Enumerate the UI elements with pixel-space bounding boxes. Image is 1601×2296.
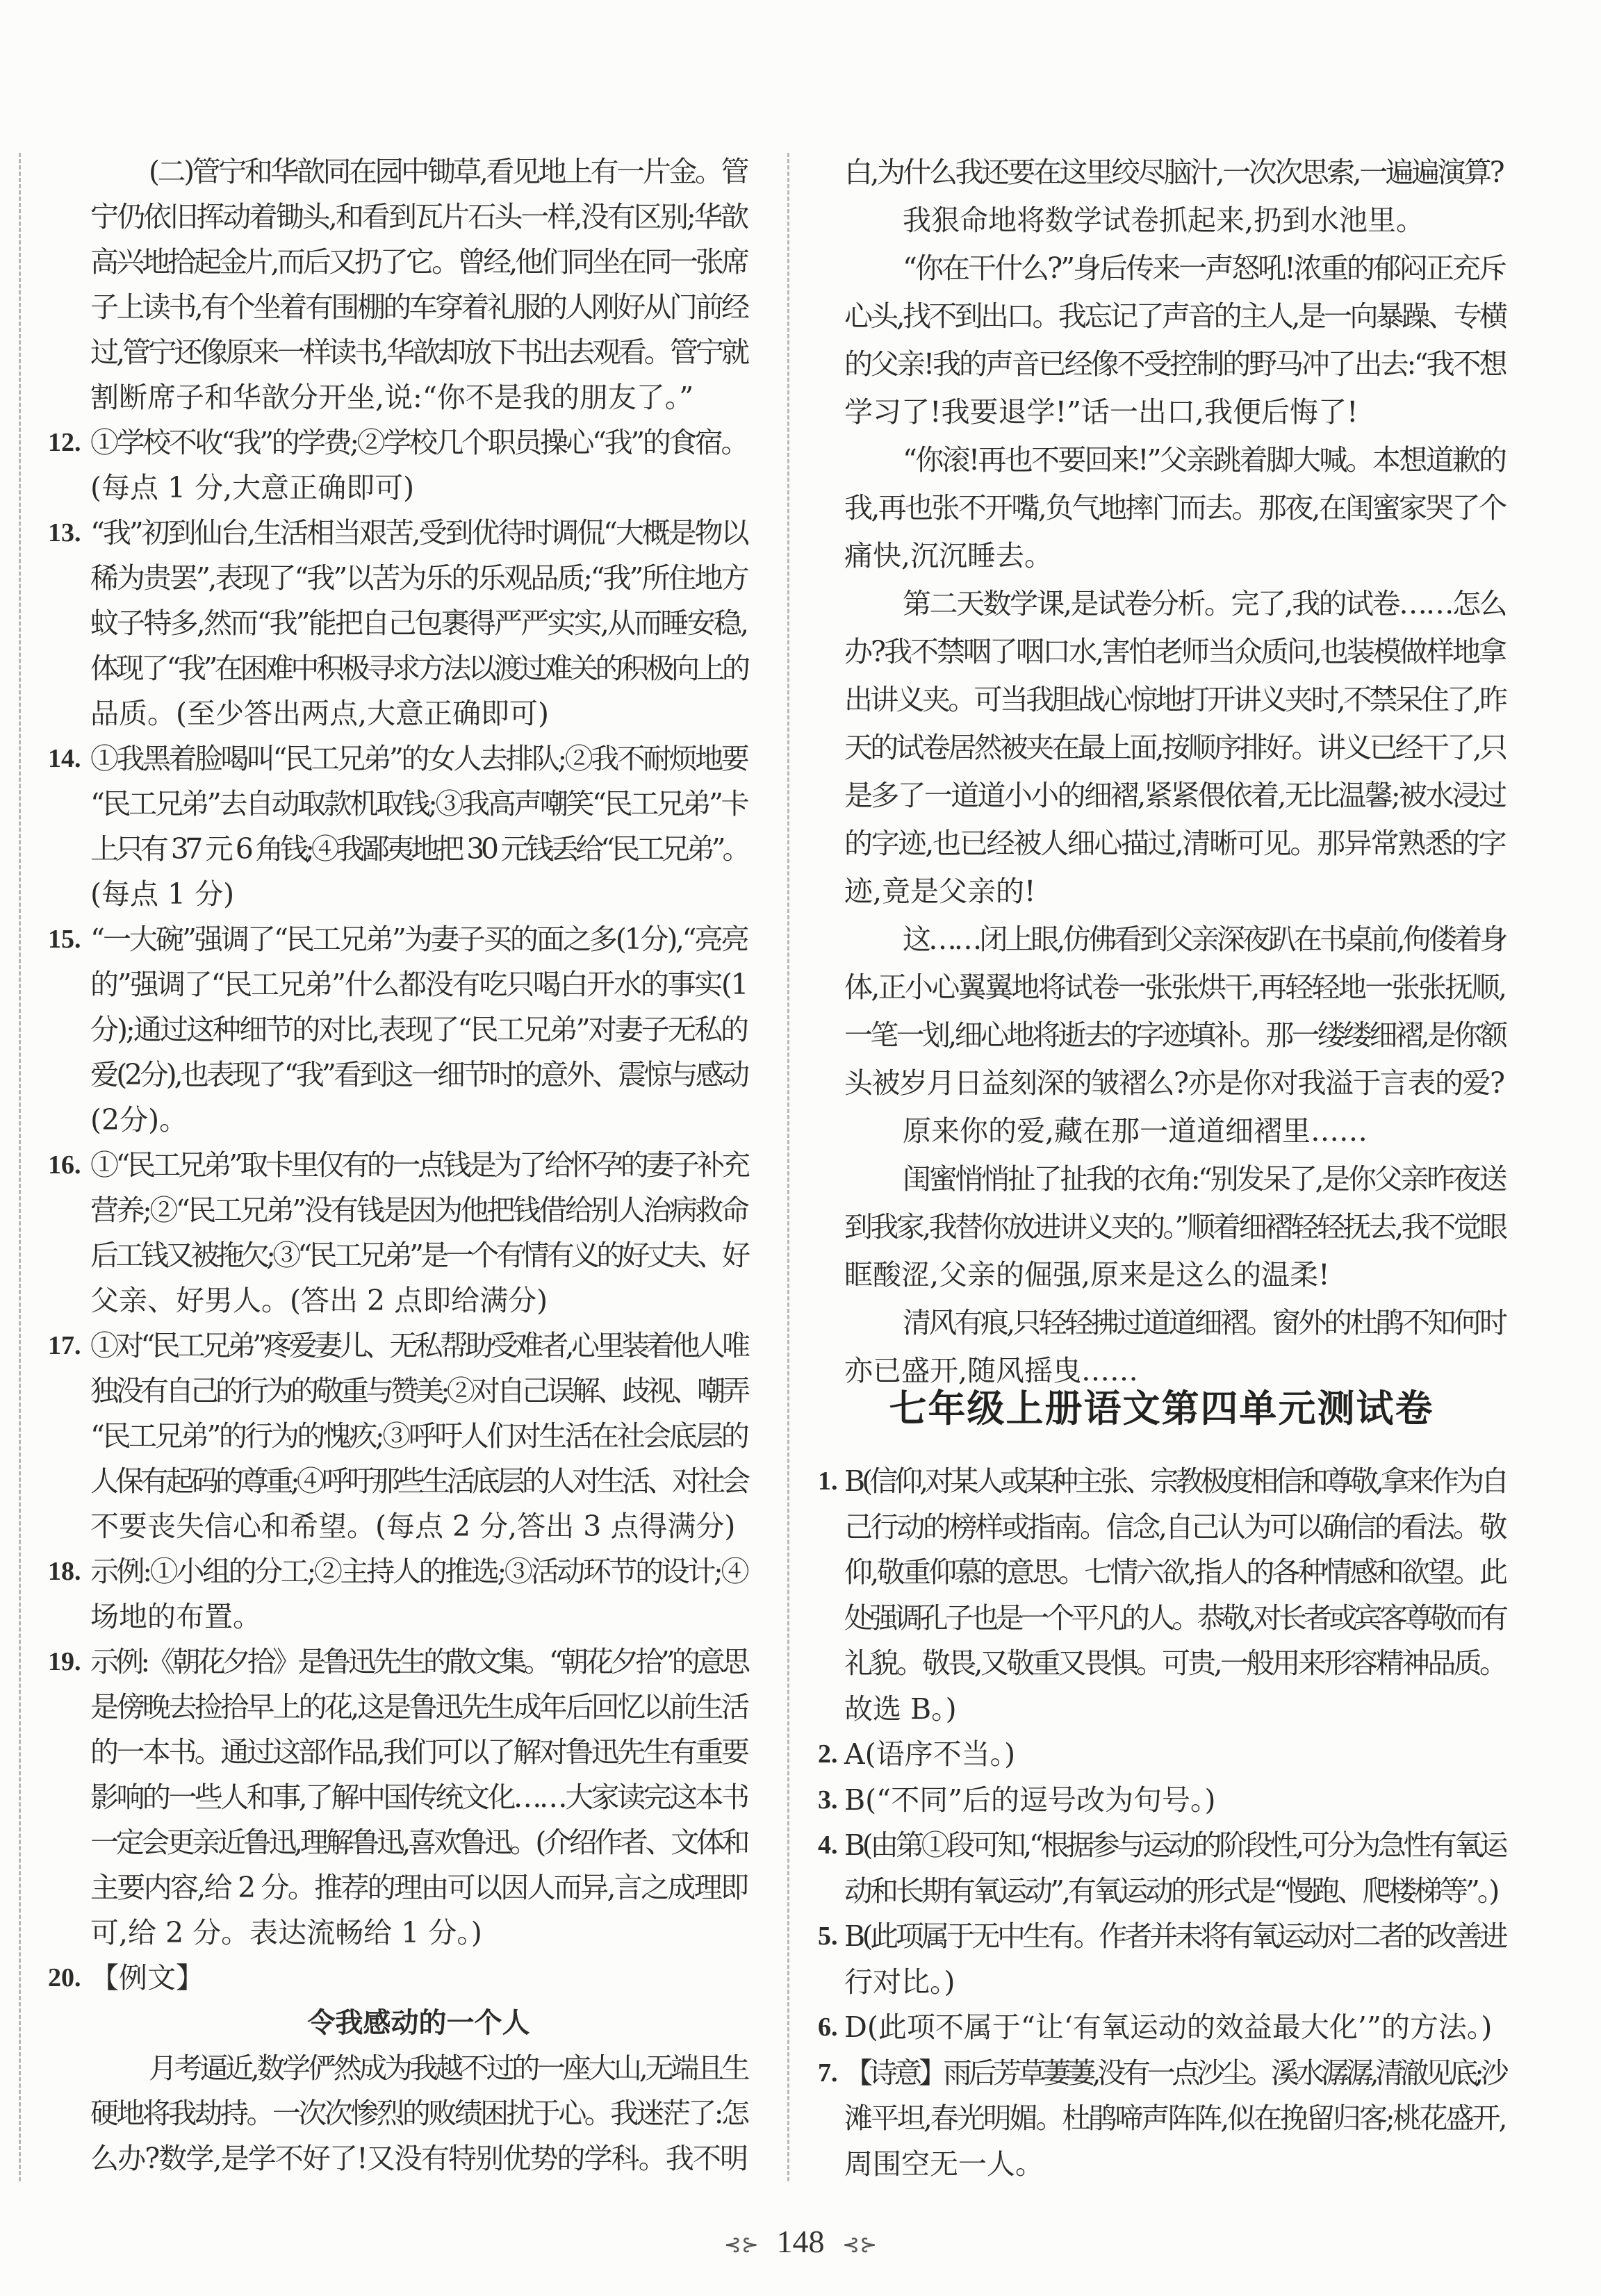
line-text: B(此项属于无中生有。作者并未将有氧运动对二者的改善进 (844, 1919, 1505, 1953)
line-text: “我”初到仙台,生活相当艰苦,受到优待时调侃“大概是物以 (90, 516, 747, 550)
line-text: 父亲、好男人。(答出 2 点即给满分) (90, 1284, 548, 1317)
text-line (48, 1007, 747, 1052)
right-column-essay (818, 149, 1505, 1395)
text-line (818, 1299, 1505, 1347)
text-line (818, 1687, 1505, 1733)
text-line (48, 511, 747, 556)
text-line (48, 1098, 747, 1143)
paragraph (818, 149, 1505, 197)
line-text: A(语序不当。) (844, 1737, 1016, 1771)
text-line (48, 1188, 747, 1233)
line-text: 可,给 2 分。表达流畅给 1 分。) (90, 1916, 482, 1949)
answer-item (48, 1143, 747, 1323)
paragraph (818, 1107, 1505, 1155)
answer-item (48, 1323, 747, 1549)
text-line (818, 676, 1505, 724)
text-line (818, 1914, 1505, 1960)
text-line (818, 340, 1505, 388)
text-line (48, 1052, 747, 1098)
line-text: B(“不同”后的逗号改为句号。) (844, 1783, 1216, 1817)
text-line (48, 2091, 747, 2136)
unit-test-heading: 七年级上册语文第四单元测试卷 (889, 1387, 1434, 1430)
text-line (48, 465, 747, 511)
line-text: 独没有自己的行为的敬重与赞美;②对自己误解、歧视、嘲弄 (90, 1374, 747, 1407)
essay-title (48, 2001, 747, 2046)
line-text: 闺蜜悄悄扯了扯我的衣角:“别发呆了,是你父亲昨夜送 (903, 1162, 1505, 1196)
answer-item (818, 1823, 1505, 1914)
line-text: 的”强调了“民工兄弟”什么都没有吃只喝白开水的事实(1 (90, 968, 747, 1001)
item-number: 17. (48, 1331, 81, 1360)
text-line (48, 1414, 747, 1459)
paragraph (818, 580, 1505, 916)
line-text: 过,管宁还像原来一样读书,华歆却放下书出去观看。管宁就 (90, 336, 747, 369)
line-text: 清风有痕,只轻轻拂过道道细褶。窗外的杜鹃不知何时 (903, 1306, 1505, 1339)
text-line (818, 772, 1505, 820)
line-text: 礼貌。敬畏,又敬重又畏惧。可贵,一般用来形容精神品质。 (844, 1646, 1505, 1680)
item-number: 7. (818, 2058, 838, 2088)
text-line (48, 962, 747, 1007)
text-line (818, 1505, 1505, 1551)
left-column (48, 149, 747, 2181)
line-text: 我狠命地将数学试卷抓起来,扔到水池里。 (903, 204, 1425, 237)
line-text: 人保有起码的尊重;④呼吁那些生活底层的人对生活、对社会 (90, 1464, 747, 1498)
text-line (818, 1778, 1505, 1824)
line-text: 我,再也张不开嘴,负气地摔门而去。那夜,在闺蜜家哭了个 (844, 491, 1505, 525)
text-line (48, 1323, 747, 1369)
right-column-answers (818, 1459, 1505, 2187)
text-line (48, 691, 747, 736)
text-line (48, 195, 747, 240)
line-text: 是傍晚去捡拾早上的花,这是鲁迅先生成年后回忆以前生活 (90, 1690, 747, 1724)
text-line (818, 1107, 1505, 1155)
text-line (48, 1910, 747, 1956)
text-line (48, 240, 747, 285)
line-text: 上只有 37 元 6 角钱;④我鄙夷地把 30 元钱丢给“民工兄弟”。 (90, 832, 747, 866)
item-number: 18. (48, 1557, 81, 1586)
page-footer (0, 2223, 1601, 2260)
line-text: 第二天数学课,是试卷分析。完了,我的试卷……怎么 (903, 587, 1506, 620)
text-line (818, 1251, 1505, 1299)
text-line (818, 1823, 1505, 1869)
text-line (818, 149, 1505, 197)
line-text: 【诗意】雨后芳草萋萋,没有一点沙尘。溪水潺潺,清澈见底;沙 (844, 2056, 1505, 2090)
text-line (48, 646, 747, 691)
text-line (818, 1011, 1505, 1059)
column-divider-dashed-rule (787, 153, 789, 2181)
line-text: 是多了一道道小小的细褶,紧紧偎依着,无比温馨;被水浸过 (844, 779, 1505, 812)
paragraph (818, 245, 1505, 436)
line-text: 令我感动的一个人 (307, 2007, 530, 2039)
text-line (818, 1203, 1505, 1251)
line-text: 宁仍依旧挥动着锄头,和看到瓦片石头一样,没有区别;华歆 (90, 200, 747, 233)
text-line (818, 2051, 1505, 2097)
text-line (818, 388, 1505, 436)
line-text: 这……闭上眼,仿佛看到父亲深夜趴在书桌前,佝偻着身 (903, 923, 1505, 956)
text-line (48, 782, 747, 827)
line-text: 分);通过这种细节的对比,表现了“民工兄弟”对妻子无私的 (90, 1013, 747, 1046)
line-text: 痛快,沉沉睡去。 (844, 539, 1053, 572)
line-text: 影响的一些人和事,了解中国传统文化……大家读完这本书 (90, 1781, 747, 1814)
text-line (818, 245, 1505, 292)
item-number: 4. (818, 1831, 838, 1860)
text-line (818, 1550, 1505, 1596)
line-text: 的一本书。通过这部作品,我们可以了解对鲁迅先生有重要 (90, 1735, 747, 1769)
text-line (48, 1594, 747, 1640)
line-text: 稀为贵罢”,表现了“我”以苦为乐的乐观品质;“我”所住地方 (90, 561, 747, 595)
line-text: B(由第①段可知,“根据参与运动的阶段性,可分为急性有氧运 (844, 1828, 1505, 1862)
text-line (48, 2046, 747, 2091)
line-text: “民工兄弟”去自动取款机取钱;③我高声嘲笑“民工兄弟”卡 (90, 787, 747, 820)
ornament-left-icon: ⊰⊱ (723, 2233, 759, 2256)
answer-item (818, 2051, 1505, 2188)
text-line (818, 484, 1505, 532)
line-text: 场地的布置。 (90, 1600, 261, 1633)
line-text: ①对“民工兄弟”疼爱妻儿、无私帮助受难者,心里装着他人唯 (90, 1329, 747, 1362)
line-text: 体现了“我”在困难中积极寻求方法以渡过难关的积极向上的 (90, 652, 748, 685)
line-text: 一笔一划,细心地将逝去的字迹填补。那一缕缕细褶,是你额 (844, 1018, 1505, 1052)
line-text: 割断席子和华歆分开坐,说:“你不是我的朋友了。” (90, 381, 694, 414)
line-text: 迹,竟是父亲的! (844, 875, 1036, 908)
text-line (818, 628, 1505, 676)
line-text: 示例:《朝花夕拾》是鲁迅先生的散文集。“朝花夕拾”的意思 (90, 1645, 747, 1678)
line-text: ①学校不收“我”的学费;②学校几个职员操心“我”的食宿。 (90, 426, 747, 459)
text-line (48, 1459, 747, 1504)
line-text: D(此项不属于“让‘有氧运动的效益最大化’”的方法。) (844, 2010, 1493, 2044)
text-line (818, 916, 1505, 964)
text-line (48, 1640, 747, 1685)
line-text: 亦已盛开,随风摇曳…… (844, 1354, 1139, 1387)
text-line (818, 1596, 1505, 1642)
text-line (48, 1143, 747, 1188)
line-text: 营养;②“民工兄弟”没有钱是因为他把钱借给别人治病救命 (90, 1194, 748, 1227)
line-text: B(信仰,对某人或某种主张、宗教极度相信和尊敬,拿来作为自 (844, 1464, 1506, 1498)
line-text: 眶酸涩,父亲的倔强,原来是这么的温柔! (844, 1258, 1330, 1291)
line-text: ①我黑着脸喝叫“民工兄弟”的女人去排队;②我不耐烦地要 (90, 742, 748, 775)
line-text: 心头,找不到出口。我忘记了声音的主人,是一向暴躁、专横 (844, 299, 1505, 333)
line-text: 硬地将我劫持。一次次惨烈的败绩困扰于心。我迷茫了:怎 (90, 2097, 747, 2130)
line-text: 故选 B。) (844, 1692, 957, 1726)
answer-item (48, 1640, 747, 1956)
line-text: 【例文】 (90, 1961, 204, 1994)
answer-item (48, 1549, 747, 1640)
page-number: 148 (776, 2224, 825, 2259)
text-line (48, 149, 747, 195)
line-text: 出讲义夹。可当我胆战心惊地打开讲义夹时,不禁呆住了,昨 (844, 683, 1505, 716)
line-text: 蚊子特多,然而“我”能把自己包裹得严严实实,从而睡安稳, (90, 606, 747, 640)
text-line (818, 1059, 1505, 1107)
line-text: 示例:①小组的分工;②主持人的推选;③活动环节的设计;④ (90, 1555, 747, 1588)
ornament-right-icon: ⊰⊱ (842, 2233, 878, 2256)
line-text: 学习了!我要退学!”话一出口,我便后悔了! (844, 395, 1358, 429)
line-text: 办?我不禁咽了咽口水,害怕老师当众质问,也装模做样地拿 (844, 635, 1506, 668)
answer-item (48, 736, 747, 917)
text-line (48, 1369, 747, 1414)
line-text: “你在干什么?”身后传来一声怒吼!浓重的郁闷正充斥 (903, 251, 1505, 285)
answer-item (818, 1459, 1505, 1732)
text-line (818, 2096, 1505, 2142)
item-number: 15. (48, 925, 81, 954)
item-number: 3. (818, 1785, 838, 1815)
text-line (818, 292, 1505, 340)
item-number: 6. (818, 2013, 838, 2042)
text-line (48, 1549, 747, 1594)
line-text: (每点 1 分) (90, 877, 235, 911)
left-margin-dashed-rule (19, 153, 21, 2181)
line-text: 后工钱又被拖欠;③“民工兄弟”是一个有情有义的好丈夫、好 (90, 1239, 747, 1272)
text-line (48, 330, 747, 375)
text-line (818, 2005, 1505, 2051)
text-line (48, 1956, 747, 2001)
item-number: 1. (818, 1467, 838, 1496)
line-text: 头被岁月日益刻深的皱褶么?亦是你对我溢于言表的爱? (844, 1066, 1504, 1100)
line-text: 己行动的榜样或指南。信念,自己认为可以确信的看法。敬 (844, 1510, 1505, 1544)
line-text: 体,正小心翼翼地将试卷一张张烘干,再轻轻地一张张抚顺, (844, 971, 1505, 1004)
answer-item (818, 1914, 1505, 2005)
text-line (818, 532, 1505, 580)
line-text: 品质。(至少答出两点,大意正确即可) (90, 697, 550, 730)
text-line (48, 1820, 747, 1865)
text-line (818, 1869, 1505, 1915)
text-line (48, 1865, 747, 1910)
text-line (48, 1504, 747, 1549)
text-line (818, 964, 1505, 1011)
answer-item (818, 1732, 1505, 1778)
line-text: 滩平坦,春光明媚。杜鹃啼声阵阵,似在挽留归客;桃花盛开, (844, 2101, 1505, 2135)
line-text: “一大碗”强调了“民工兄弟”为妻子买的面之多(1分),“亮亮 (90, 923, 747, 956)
text-line (48, 872, 747, 917)
text-line (48, 375, 747, 420)
text-line (48, 917, 747, 962)
answer-item (48, 511, 747, 736)
line-text: 一定会更亲近鲁迅,理解鲁迅,喜欢鲁迅。(介绍作者、文体和 (90, 1826, 747, 1859)
line-text: 到我家,我替你放进讲义夹的。”顺着细褶轻轻抚去,我不觉眼 (844, 1210, 1505, 1244)
line-text: 天的试卷居然被夹在最上面,按顺序排好。讲义已经干了,只 (844, 731, 1505, 764)
line-text: 子上读书,有个坐着有围棚的车穿着礼服的人刚好从门前经 (90, 290, 747, 324)
text-line (48, 1233, 747, 1278)
line-text: 主要内容,给 2 分。推荐的理由可以因人而异,言之成理即 (90, 1871, 747, 1904)
text-line (818, 436, 1505, 484)
item-number: 19. (48, 1647, 81, 1676)
text-line (48, 601, 747, 646)
text-line (818, 1459, 1505, 1505)
paragraph (48, 149, 747, 420)
line-text: (每点 1 分,大意正确即可) (90, 471, 415, 504)
text-line (48, 2136, 747, 2181)
answer-item (48, 420, 747, 511)
line-text: 仰,敬重仰慕的意思。七情六欲,指人的各种情感和欲望。此 (844, 1555, 1505, 1589)
text-line (818, 197, 1505, 245)
text-line (818, 1641, 1505, 1687)
item-number: 5. (818, 1922, 838, 1951)
line-text: “你滚!再也不要回来!”父亲跳着脚大喊。本想道歉的 (903, 443, 1505, 477)
line-text: 么办?数学,是学不好了!又没有特别优势的学科。我不明 (90, 2142, 747, 2175)
item-number: 20. (48, 1963, 81, 1992)
answer-item (48, 917, 747, 1143)
line-text: (2分)。 (90, 1103, 188, 1137)
line-text: “民工兄弟”的行为的愧疚;③呼吁人们对生活在社会底层的 (90, 1419, 748, 1453)
item-number: 12. (48, 428, 81, 457)
line-text: 不要丧失信心和希望。(每点 2 分,答出 3 点得满分) (90, 1510, 736, 1543)
text-line (818, 1960, 1505, 2006)
answer-item (818, 1778, 1505, 1824)
paragraph (48, 2046, 747, 2181)
line-text: 爱(2分),也表现了“我”看到这一细节时的意外、震惊与感动 (90, 1058, 747, 1091)
text-line (818, 868, 1505, 916)
line-text: 动和长期有氧运动”,有氧运动的形式是“慢跑、爬楼梯等”。) (844, 1874, 1497, 1908)
answer-item (818, 2005, 1505, 2051)
text-line (818, 2142, 1505, 2188)
text-line (48, 420, 747, 465)
line-text: 原来你的爱,藏在那一道道细褶里…… (903, 1114, 1368, 1148)
text-line (818, 1155, 1505, 1203)
item-number: 14. (48, 744, 81, 773)
line-text: 处强调孔子也是一个平凡的人。恭敬,对长者或宾客尊敬而有 (844, 1601, 1505, 1635)
paragraph (818, 1155, 1505, 1299)
text-line (48, 736, 747, 782)
line-text: 的字迹,也已经被人细心描过,清晰可见。那异常熟悉的字 (844, 827, 1505, 860)
line-text: (二)管宁和华歆同在园中锄草,看见地上有一片金。管 (149, 155, 747, 188)
text-line (48, 1278, 747, 1323)
item-number: 2. (818, 1740, 838, 1769)
text-line (48, 2001, 747, 2046)
line-text: 月考逼近,数学俨然成为我越不过的一座大山,无端且生 (149, 2051, 747, 2085)
text-line (48, 1685, 747, 1730)
item-number: 13. (48, 518, 81, 547)
text-line (818, 580, 1505, 628)
text-line (818, 724, 1505, 772)
line-text: 行对比。) (844, 1965, 955, 1999)
text-line (48, 1775, 747, 1820)
line-text: 白,为什么我还要在这里绞尽脑汁,一次次思索,一遍遍演算? (844, 156, 1503, 189)
line-text: ①“民工兄弟”取卡里仅有的一点钱是为了给怀孕的妻子补充 (90, 1148, 748, 1182)
text-line (48, 1730, 747, 1775)
line-text: 高兴地拾起金片,而后又扔了它。曾经,他们同坐在同一张席 (90, 245, 747, 279)
item-number: 16. (48, 1150, 81, 1180)
paragraph (818, 197, 1505, 245)
text-line (48, 827, 747, 872)
text-line (818, 1732, 1505, 1778)
line-text: 周围空无一人。 (844, 2147, 1044, 2181)
text-line (48, 556, 747, 601)
text-line (48, 285, 747, 330)
line-text: 的父亲!我的声音已经像不受控制的野马冲了出去:“我不想 (844, 347, 1505, 381)
answer-item (48, 1956, 747, 2001)
paragraph (818, 916, 1505, 1107)
paragraph (818, 436, 1505, 580)
text-line (818, 820, 1505, 868)
